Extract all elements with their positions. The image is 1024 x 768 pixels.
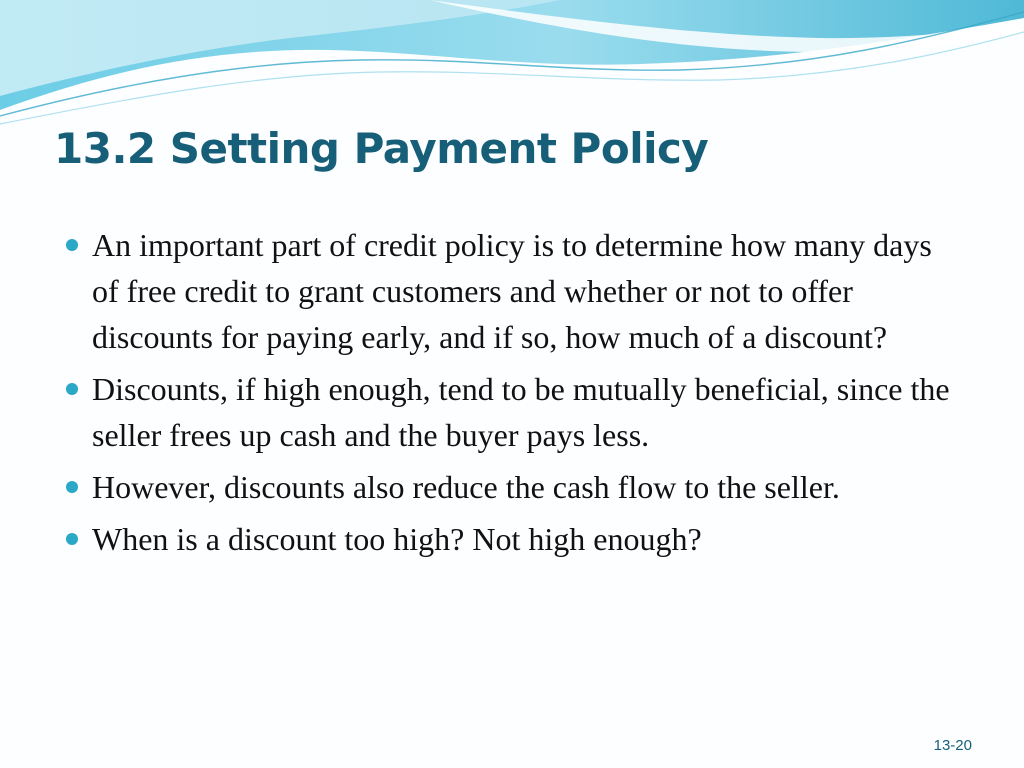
bullet-dot-icon [66, 533, 78, 545]
bullet-list [64, 222, 964, 568]
bullet-text: An important part of credit policy is to determine how many days of free credit to grant customers and whether or not to offer discounts for paying early, and if so, how much of a discount? [92, 227, 932, 355]
wave-header-decoration [0, 0, 1024, 130]
bullet-text: However, discounts also reduce the cash flow to the seller. [92, 469, 840, 505]
bullet-text: When is a discount too high? Not high enough? [92, 521, 702, 557]
bullet-dot-icon [66, 383, 78, 395]
bullet-dot-icon [66, 239, 78, 251]
slide-title: 13.2 Setting Payment Policy [54, 124, 709, 173]
bullet-item [64, 366, 964, 458]
bullet-item [64, 222, 964, 360]
bullet-item [64, 516, 964, 562]
bullet-dot-icon [66, 481, 78, 493]
bullet-text: Discounts, if high enough, tend to be mutually beneficial, since the seller frees up cash and the buyer pays less. [92, 371, 950, 453]
slide-number: 13-20 [933, 737, 972, 754]
bullet-item [64, 464, 964, 510]
